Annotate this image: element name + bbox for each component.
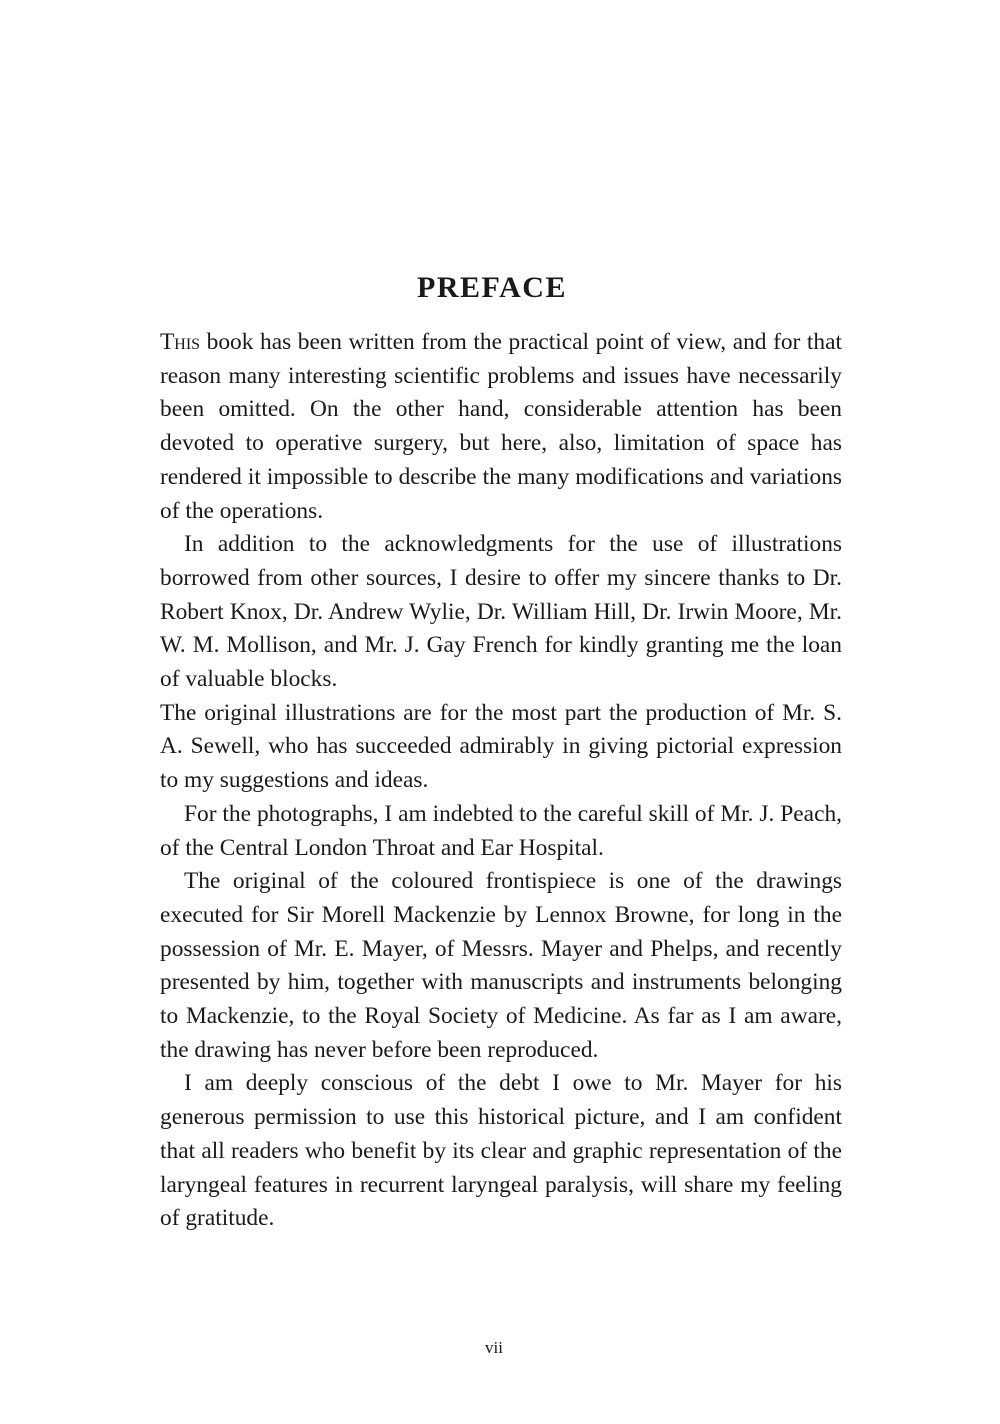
page-number xyxy=(0,1336,1000,1360)
paragraph-1-text: book has been written from the practical point of view, and for that reason many interesting scientific problems and issues have necessarily been omitted. On the other hand, considerable attention has been devoted to operative surgery, but here, also, limitation of space has rendered it impossible to describe the many modifications and variations of the operations. xyxy=(160,329,842,524)
page-title xyxy=(0,266,1000,310)
preface-body xyxy=(160,326,842,1236)
page-number-text: vii xyxy=(485,1338,503,1357)
paragraph-4: For the photographs, I am indebted to the careful skill of Mr. J. Peach, of the Central London Throat and Ear Hospital. xyxy=(160,800,842,861)
paragraph-6: I am deeply conscious of the debt I owe to Mr. Mayer for his generous permission to use this historical picture, and I am confident that all readers who benefit by its clear and graphic representation of the laryngeal features in recurrent laryngeal paralysis, will share my feeling of gratitude. xyxy=(160,1070,842,1232)
paragraph-1 xyxy=(160,326,842,528)
paragraph-2: In addition to the acknowledgments for the use of illustrations borrowed from other sources, I desire to offer my sincere thanks to Dr. Robert Knox, Dr. Andrew Wylie, Dr. William Hill, Dr. Irwin Moore, Mr. W. M. Mollison, and Mr. J. Gay French for kindly granting me the loan of valuable blocks. xyxy=(160,531,842,693)
page-title-text: PREFACE xyxy=(417,271,567,304)
paragraph-1-lead: This xyxy=(160,329,201,355)
paragraph-5: The original of the coloured frontispiece is one of the drawings executed for Sir Morell Mackenzie by Lennox Browne, for long in the possession of Mr. E. Mayer, of Messrs. Mayer and Phelps, and recently presented by him, together with manuscripts and instruments belonging to Mackenzie, to the Royal Society of Medicine. As far as I am aware, the drawing has never before been reproduced. xyxy=(160,868,842,1063)
paragraph-3: The original illustrations are for the most part the production of Mr. S. A. Sewell, who has succeeded admirably in giving pictorial expression to my suggestions and ideas. xyxy=(160,699,842,794)
